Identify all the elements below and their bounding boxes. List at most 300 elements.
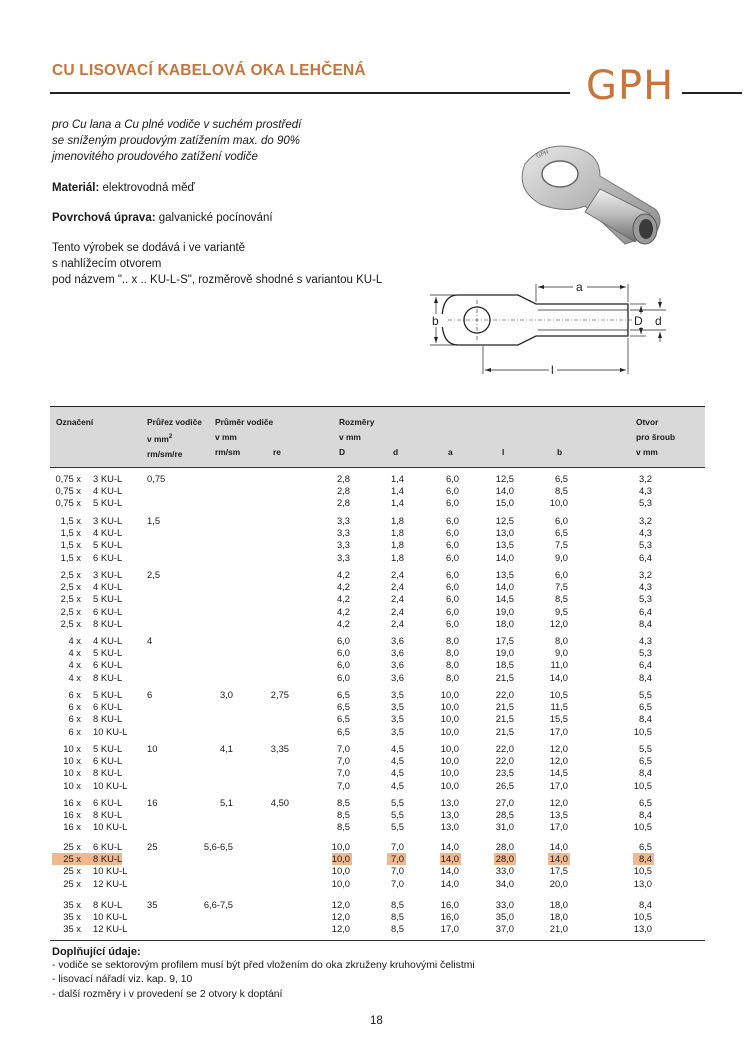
table-row [0, 821, 753, 833]
table-row [0, 899, 753, 911]
cell-dim-D: 10,0 [331, 841, 350, 852]
cell-dim-l: 23,5 [495, 767, 514, 779]
cell-dim-a: 6,0 [445, 593, 459, 605]
cell-dim-l: 13,5 [495, 569, 514, 580]
cell-dim-b: 17,0 [549, 725, 568, 737]
cell-type: 10 KU-L [93, 725, 128, 737]
cell-diameter-rmsm: 5,6-6,5 [203, 841, 233, 852]
cell-size: 1,5 x [60, 539, 81, 551]
table-row [0, 923, 753, 935]
cell-size: 2,5 x [60, 617, 81, 629]
cell-dim-l: 22,0 [495, 743, 514, 754]
cell-type: 6 KU-L [93, 841, 123, 852]
cell-size: 16 x [63, 797, 81, 808]
cell-dim-a: 8,0 [445, 635, 459, 646]
material-label: Materiál: [52, 182, 100, 194]
header-prumer [215, 415, 273, 460]
cell-dim-b: 7,5 [554, 539, 568, 551]
header-prurez-3: rm/sm/re [147, 448, 183, 459]
table-row [0, 515, 753, 527]
variant-line: Tento výrobek se dodává i ve variantě [52, 242, 246, 254]
cell-screw-hole: 10,5 [633, 821, 652, 833]
cell-size: 4 x [68, 647, 81, 659]
cell-dim-b: 13,5 [549, 809, 568, 821]
cell-size: 2,5 x [60, 605, 81, 617]
intro-text [52, 117, 352, 165]
cell-dim-D: 8,5 [336, 821, 350, 833]
cell-dim-b: 11,0 [550, 659, 568, 671]
cell-cross-section: 16 [147, 797, 158, 808]
cell-dim-D: 7,0 [336, 779, 350, 791]
cell-dim-d: 1,8 [390, 551, 404, 563]
variant-line: pod názvem ".. x .. KU-L-S", rozměrově shodné s variantou KU-L [52, 274, 383, 286]
table-bottom-rule [50, 940, 705, 941]
cell-dim-a: 10,0 [440, 767, 459, 779]
cell-dim-d: 7,0 [390, 853, 404, 865]
header-oznaceni: Označení [56, 417, 94, 427]
cell-dim-l: 13,5 [495, 539, 514, 551]
header-otvor-1: Otvor [636, 417, 659, 427]
cell-dim-b: 14,0 [549, 671, 568, 683]
cell-screw-hole: 10,5 [633, 865, 652, 877]
notes-title: Doplňující údaje: [52, 946, 141, 958]
cell-dim-D: 3,3 [336, 539, 350, 551]
cell-dim-b: 12,0 [549, 743, 568, 754]
dimension-drawing [428, 280, 678, 380]
cell-dim-b: 21,0 [549, 923, 568, 935]
cell-screw-hole: 4,3 [638, 635, 652, 646]
cell-type: 8 KU-L [93, 617, 123, 629]
cell-dim-D: 4,2 [336, 569, 350, 580]
cell-screw-hole: 4,3 [638, 581, 652, 593]
cell-dim-l: 21,5 [495, 713, 514, 725]
cell-dim-a: 10,0 [440, 701, 459, 713]
cell-screw-hole: 5,3 [638, 497, 652, 509]
cell-dim-l: 14,5 [495, 593, 514, 605]
table-row [0, 593, 753, 605]
note-item: - vodiče se sektorovým profilem musí být před vložením do oka zkruženy kruhovými čelistmi [52, 960, 475, 972]
cell-dim-b: 8,5 [554, 593, 568, 605]
header-otvor-2: pro šroub [636, 432, 676, 442]
header-col-d: d [393, 447, 399, 457]
cell-dim-l: 12,5 [495, 473, 514, 484]
cell-dim-b: 9,0 [554, 647, 568, 659]
dim-label-b: b [432, 314, 439, 328]
cell-dim-d: 1,4 [390, 485, 404, 497]
cell-dim-D: 2,8 [336, 497, 350, 509]
cell-type: 4 KU-L [93, 527, 123, 539]
cell-size: 0,75 x [55, 473, 81, 484]
cell-size: 1,5 x [60, 527, 81, 539]
table-row [0, 780, 753, 792]
header-prurez-unit: v mm [147, 433, 169, 444]
cell-dim-a: 10,0 [440, 755, 459, 767]
table-row [0, 672, 753, 684]
cell-diameter-rmsm: 5,1 [219, 797, 233, 808]
cell-size: 25 x [63, 877, 81, 889]
cell-screw-hole: 4,3 [638, 527, 652, 539]
cell-dim-D: 4,2 [336, 617, 350, 629]
cell-dim-d: 3,5 [390, 701, 404, 713]
notes [52, 945, 475, 1002]
cell-dim-l: 19,0 [495, 605, 514, 617]
cell-dim-d: 3,6 [390, 635, 404, 646]
cell-diameter-rmsm: 6,6-7,5 [203, 899, 233, 910]
dim-label-d: d [655, 314, 662, 328]
cell-dim-b: 11,5 [550, 701, 568, 713]
header-prurez [147, 415, 202, 462]
cell-screw-hole: 6,5 [638, 797, 652, 808]
cell-dim-d: 7,0 [390, 841, 404, 852]
cell-screw-hole: 8,4 [638, 809, 652, 821]
header-prumer-2: v mm [215, 432, 237, 442]
table-row [0, 911, 753, 923]
cell-size: 10 x [63, 743, 81, 754]
cell-dim-a: 6,0 [445, 497, 459, 509]
table-row [0, 726, 753, 738]
cell-screw-hole: 5,5 [638, 743, 652, 754]
cell-dim-a: 13,0 [440, 821, 459, 833]
cell-dim-D: 7,0 [336, 755, 350, 767]
cell-dim-a: 6,0 [445, 473, 459, 484]
cell-dim-b: 20,0 [549, 877, 568, 889]
cell-dim-d: 1,8 [390, 527, 404, 539]
header-rule [50, 92, 570, 94]
cell-dim-d: 5,5 [390, 809, 404, 821]
cell-dim-a: 16,0 [440, 911, 459, 923]
cell-dim-d: 3,6 [390, 659, 404, 671]
cable-lug-photo [505, 134, 675, 249]
cell-size: 4 x [68, 671, 81, 683]
cell-dim-l: 28,0 [495, 841, 514, 852]
cell-dim-l: 21,5 [495, 671, 514, 683]
cell-dim-a: 10,0 [440, 713, 459, 725]
variant-line: s nahlížecím otvorem [52, 258, 162, 270]
cell-dim-b: 8,5 [554, 485, 568, 497]
cell-dim-l: 27,0 [495, 797, 514, 808]
table-row [0, 659, 753, 671]
cell-dim-d: 3,6 [390, 671, 404, 683]
cell-size: 6 x [68, 713, 81, 725]
variant-text [52, 240, 382, 288]
cell-dim-d: 3,5 [390, 725, 404, 737]
cell-dim-a: 6,0 [445, 605, 459, 617]
cell-screw-hole: 10,5 [633, 725, 652, 737]
cell-dim-b: 9,5 [554, 605, 568, 617]
cell-screw-hole: 10,5 [633, 779, 652, 791]
cell-cross-section: 1,5 [147, 515, 161, 526]
cell-dim-l: 31,0 [495, 821, 514, 833]
cell-type: 3 KU-L [93, 473, 123, 484]
cell-dim-b: 6,0 [554, 515, 568, 526]
cell-diameter-re: 3,35 [270, 743, 289, 754]
cell-dim-b: 7,5 [554, 581, 568, 593]
cell-dim-b: 17,0 [549, 779, 568, 791]
cell-diameter-re: 2,75 [270, 689, 289, 700]
table-row [0, 743, 753, 755]
cell-dim-b: 12,0 [549, 797, 568, 808]
cell-type: 12 KU-L [93, 877, 128, 889]
cell-screw-hole: 13,0 [633, 923, 652, 935]
material-value: elektrovodná měď [99, 182, 195, 194]
cell-screw-hole: 5,5 [638, 689, 652, 700]
table-row [0, 865, 753, 877]
cell-screw-hole: 6,4 [638, 659, 652, 671]
cell-screw-hole: 8,4 [638, 617, 652, 629]
cell-dim-a: 17,0 [440, 923, 459, 935]
cell-screw-hole: 8,4 [638, 899, 652, 910]
table-row [0, 701, 753, 713]
cell-dim-D: 10,0 [331, 877, 350, 889]
cell-dim-a: 8,0 [445, 659, 459, 671]
cell-size: 4 x [68, 635, 81, 646]
cell-dim-a: 14,0 [440, 853, 459, 865]
cell-dim-d: 3,5 [390, 689, 404, 700]
cell-dim-b: 10,5 [549, 689, 568, 700]
cell-dim-a: 6,0 [445, 527, 459, 539]
cell-diameter-re: 4,50 [270, 797, 289, 808]
cell-dim-D: 8,5 [336, 797, 350, 808]
cell-screw-hole: 3,2 [638, 515, 652, 526]
cell-dim-D: 3,3 [336, 527, 350, 539]
table-row [0, 606, 753, 618]
cell-dim-a: 10,0 [440, 743, 459, 754]
cell-dim-b: 17,0 [549, 821, 568, 833]
cell-dim-a: 8,0 [445, 647, 459, 659]
cell-size: 4 x [68, 659, 81, 671]
cell-type: 6 KU-L [93, 797, 123, 808]
cell-cross-section: 2,5 [147, 569, 161, 580]
header-otvor-3: v mm [636, 447, 658, 457]
cell-dim-l: 12,5 [495, 515, 514, 526]
dim-label-l: l [551, 363, 554, 377]
cell-dim-b: 10,0 [549, 497, 568, 509]
cell-dim-a: 13,0 [440, 809, 459, 821]
cell-dim-l: 26,5 [495, 779, 514, 791]
cell-size: 2,5 x [60, 593, 81, 605]
note-item: - lisovací nářadí viz. kap. 9, 10 [52, 974, 193, 986]
cell-dim-d: 8,5 [390, 899, 404, 910]
cell-size: 0,75 x [55, 485, 81, 497]
cell-type: 3 KU-L [93, 515, 123, 526]
cell-dim-d: 8,5 [390, 911, 404, 923]
cell-dim-D: 10,0 [331, 853, 350, 865]
cell-dim-a: 10,0 [440, 779, 459, 791]
cell-size: 16 x [63, 821, 81, 833]
cell-diameter-rmsm: 4,1 [219, 743, 233, 754]
cell-dim-l: 21,5 [495, 725, 514, 737]
header-col-l: l [502, 447, 505, 457]
cell-type: 10 KU-L [93, 779, 128, 791]
cell-screw-hole: 6,4 [638, 605, 652, 617]
intro-line: jmenovitého proudového zatížení vodiče [52, 151, 258, 163]
table-row [0, 878, 753, 890]
cell-dim-d: 4,5 [390, 755, 404, 767]
cell-dim-D: 8,5 [336, 809, 350, 821]
cell-dim-D: 6,5 [336, 689, 350, 700]
cell-dim-a: 6,0 [445, 581, 459, 593]
cell-type: 8 KU-L [93, 671, 123, 683]
cell-dim-d: 1,4 [390, 497, 404, 509]
cell-screw-hole: 5,3 [638, 539, 652, 551]
cell-size: 35 x [63, 899, 81, 910]
cell-dim-d: 4,5 [390, 767, 404, 779]
header-col-a: a [448, 447, 453, 457]
cell-size: 35 x [63, 923, 81, 935]
header-prumer-re: re [273, 447, 281, 457]
cell-dim-l: 35,0 [495, 911, 514, 923]
table-row [0, 689, 753, 701]
cell-type: 5 KU-L [93, 647, 123, 659]
cell-type: 5 KU-L [93, 539, 123, 551]
header-rozmery-1: Rozměry [339, 417, 375, 427]
table-row [0, 527, 753, 539]
cell-size: 2,5 x [60, 581, 81, 593]
table-row [0, 497, 753, 509]
table-row [0, 767, 753, 779]
cell-dim-D: 6,0 [336, 659, 350, 671]
header-prurez-1: Průřez vodiče [147, 417, 202, 427]
cell-dim-a: 6,0 [445, 569, 459, 580]
table-row [0, 569, 753, 581]
cell-screw-hole: 5,3 [638, 647, 652, 659]
cell-dim-l: 13,0 [495, 527, 514, 539]
cell-dim-l: 15,0 [495, 497, 514, 509]
cell-dim-l: 18,5 [495, 659, 514, 671]
cell-dim-l: 17,5 [495, 635, 514, 646]
cell-dim-a: 14,0 [440, 877, 459, 889]
table-row [0, 552, 753, 564]
cell-type: 3 KU-L [93, 569, 123, 580]
cell-size: 16 x [63, 809, 81, 821]
cell-dim-d: 1,8 [390, 515, 404, 526]
cell-dim-b: 8,0 [554, 635, 568, 646]
cell-dim-b: 17,5 [549, 865, 568, 877]
header-rule-right [682, 92, 742, 94]
cell-screw-hole: 6,5 [638, 755, 652, 767]
dim-label-D: D [634, 314, 643, 328]
cell-dim-b: 6,5 [554, 527, 568, 539]
table-row [0, 713, 753, 725]
cell-size: 0,75 x [55, 497, 81, 509]
cell-dim-D: 7,0 [336, 743, 350, 754]
cell-dim-D: 2,8 [336, 473, 350, 484]
cell-cross-section: 0,75 [147, 473, 166, 484]
cell-diameter-rmsm: 3,0 [219, 689, 233, 700]
surface-value: galvanické pocínování [155, 212, 273, 224]
cell-size: 6 x [68, 701, 81, 713]
cell-type: 4 KU-L [93, 485, 123, 497]
table-row [0, 797, 753, 809]
cell-dim-l: 21,5 [495, 701, 514, 713]
header-col-b: b [557, 447, 563, 457]
table-row [0, 618, 753, 630]
cell-type: 10 KU-L [93, 821, 128, 833]
cell-dim-D: 6,0 [336, 671, 350, 683]
cell-size: 6 x [68, 725, 81, 737]
cell-dim-b: 14,5 [549, 767, 568, 779]
cell-type: 8 KU-L [93, 767, 123, 779]
cell-type: 5 KU-L [93, 497, 123, 509]
cell-screw-hole: 8,4 [638, 853, 652, 865]
brand-mark: GPH [586, 63, 675, 109]
cell-screw-hole: 3,2 [638, 473, 652, 484]
cell-size: 25 x [63, 853, 81, 865]
cell-dim-l: 37,0 [495, 923, 514, 935]
cell-dim-a: 6,0 [445, 551, 459, 563]
cell-dim-a: 16,0 [440, 899, 459, 910]
cell-type: 4 KU-L [93, 635, 123, 646]
cell-type: 10 KU-L [93, 865, 128, 877]
cell-type: 6 KU-L [93, 659, 123, 671]
cell-type: 5 KU-L [93, 743, 123, 754]
header-otvor [636, 415, 675, 460]
cell-dim-D: 6,5 [336, 725, 350, 737]
cell-dim-a: 6,0 [445, 485, 459, 497]
cell-dim-D: 12,0 [331, 923, 350, 935]
table-row [0, 853, 753, 865]
cell-dim-d: 3,6 [390, 647, 404, 659]
cell-type: 6 KU-L [93, 701, 123, 713]
cell-type: 6 KU-L [93, 605, 123, 617]
cell-dim-b: 15,5 [549, 713, 568, 725]
cell-dim-D: 6,0 [336, 647, 350, 659]
cell-dim-l: 33,0 [495, 899, 514, 910]
cell-dim-a: 10,0 [440, 689, 459, 700]
cell-dim-D: 6,5 [336, 701, 350, 713]
table-row [0, 473, 753, 485]
cell-dim-b: 18,0 [549, 899, 568, 910]
cell-size: 1,5 x [60, 551, 81, 563]
header-prumer-1: Průměr vodiče [215, 417, 274, 427]
header-prurez-sup: 2 [168, 434, 173, 440]
cell-dim-b: 12,0 [549, 617, 568, 629]
cell-dim-d: 2,4 [390, 581, 404, 593]
cell-dim-d: 5,5 [390, 821, 404, 833]
cell-screw-hole: 6,4 [638, 551, 652, 563]
cell-dim-d: 8,5 [390, 923, 404, 935]
cell-size: 10 x [63, 779, 81, 791]
cell-type: 5 KU-L [93, 689, 123, 700]
cell-dim-b: 18,0 [549, 911, 568, 923]
cell-dim-d: 7,0 [390, 865, 404, 877]
table-row [0, 647, 753, 659]
page-title: CU LISOVACÍ KABELOVÁ OKA LEHČENÁ [52, 62, 366, 79]
cell-screw-hole: 8,4 [638, 713, 652, 725]
header-prumer-3: rm/sm [215, 447, 241, 457]
cell-size: 35 x [63, 911, 81, 923]
cell-dim-l: 22,0 [495, 755, 514, 767]
cell-dim-d: 4,5 [390, 779, 404, 791]
cell-dim-d: 2,4 [390, 569, 404, 580]
cell-dim-a: 6,0 [445, 617, 459, 629]
header-rozmery-2: v mm [339, 432, 361, 442]
cell-dim-b: 14,0 [549, 841, 568, 852]
table-row [0, 539, 753, 551]
cell-dim-D: 12,0 [331, 899, 350, 910]
cell-dim-d: 2,4 [390, 617, 404, 629]
cell-dim-D: 3,3 [336, 515, 350, 526]
cell-screw-hole: 5,3 [638, 593, 652, 605]
cell-dim-D: 3,3 [336, 551, 350, 563]
cell-dim-l: 14,0 [495, 485, 514, 497]
cell-dim-l: 34,0 [495, 877, 514, 889]
cell-screw-hole: 6,5 [638, 841, 652, 852]
cell-cross-section: 35 [147, 899, 158, 910]
cell-dim-l: 19,0 [495, 647, 514, 659]
table-row [0, 841, 753, 853]
cell-dim-b: 6,5 [554, 473, 568, 484]
